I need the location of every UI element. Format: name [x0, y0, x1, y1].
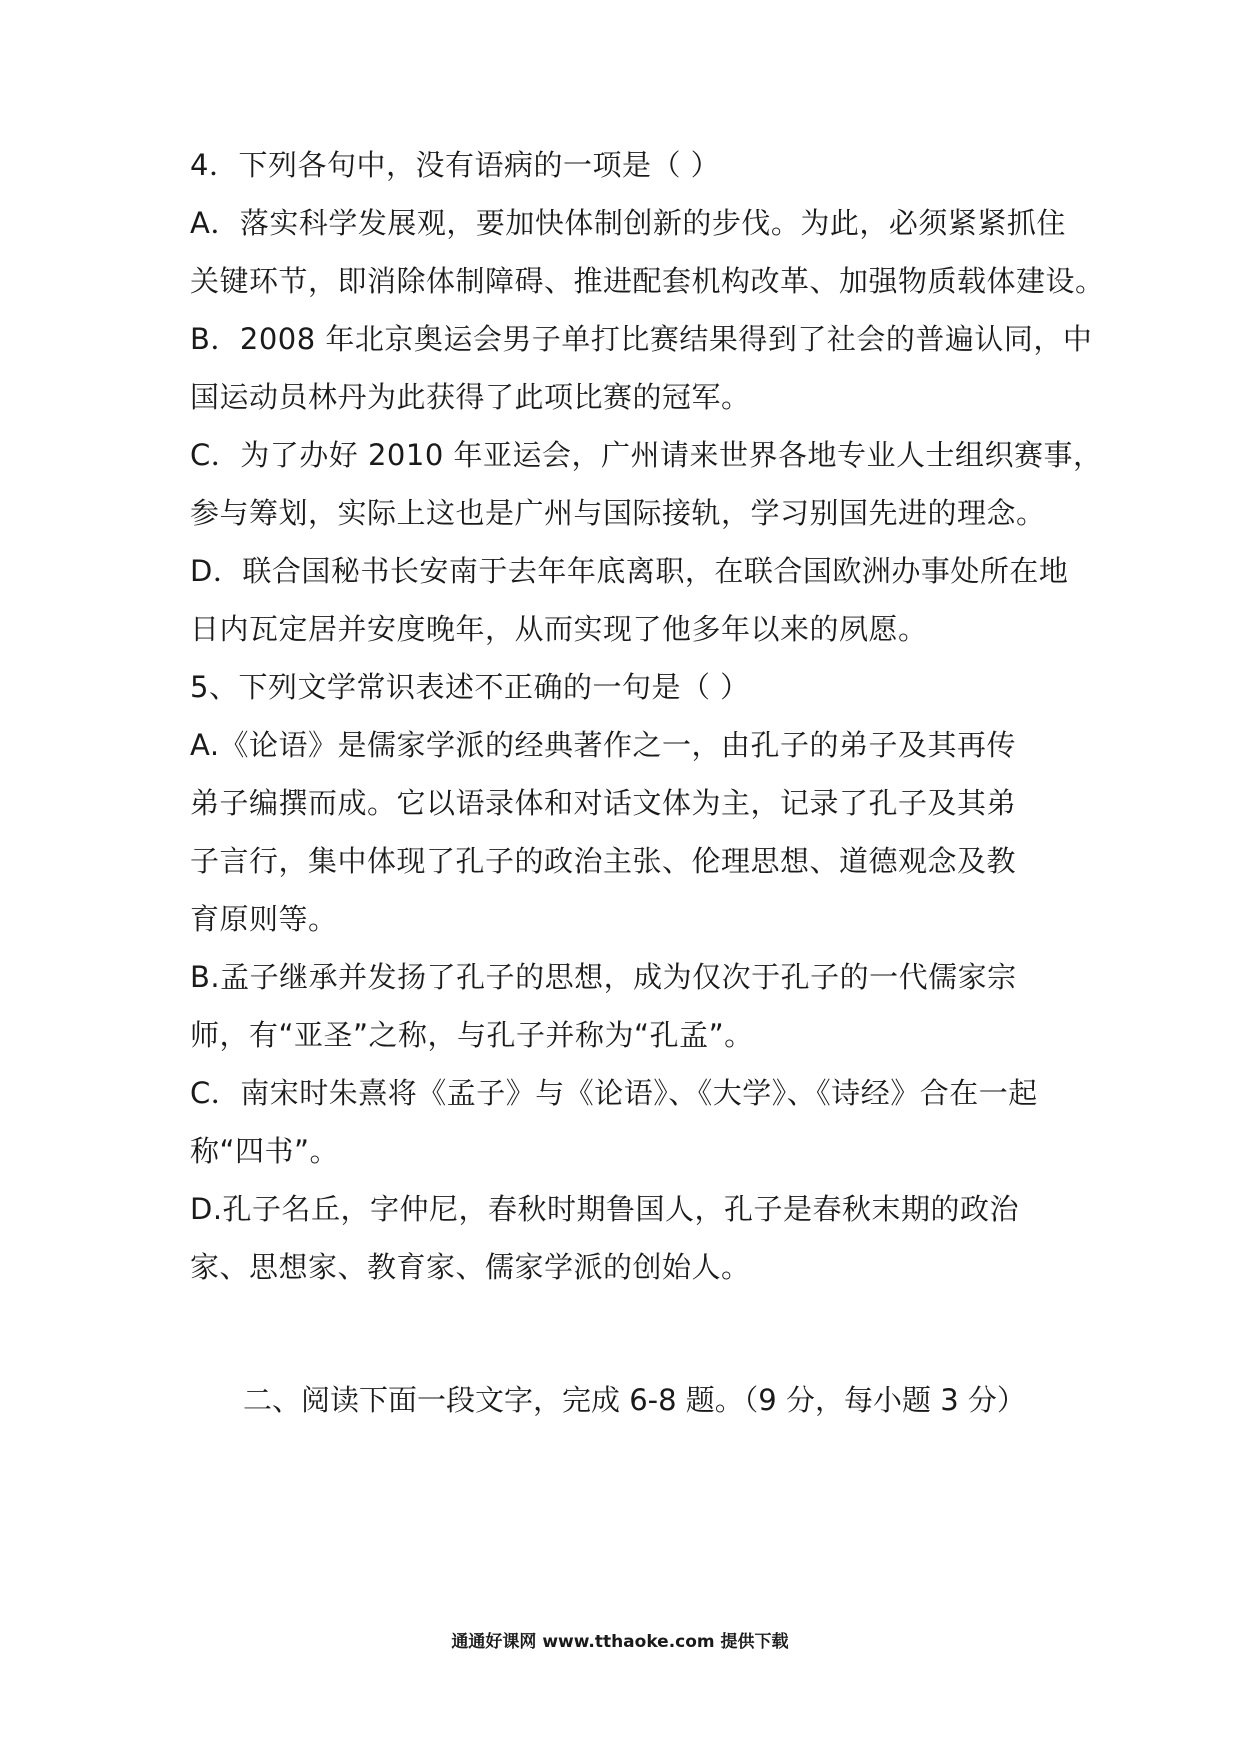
question-5-option-c-line-1: C．南宋时朱熹将《孟子》与《论语》、《大学》、《诗经》合在一起	[190, 1076, 1038, 1110]
question-5-option-a-line-4: 育原则等。	[190, 902, 338, 936]
question-4-option-c-line-2: 参与筹划，实际上这也是广州与国际接轨，学习别国先进的理念。	[190, 496, 1046, 530]
question-5-stem: 5、下列文学常识表述不正确的一句是（ ）	[190, 670, 750, 704]
question-4-option-a-line-1: A．落实科学发展观，要加快体制创新的步伐。为此，必须紧紧抓住	[190, 206, 1066, 240]
question-5-option-b-line-2: 师，有“亚圣”之称，与孔子并称为“孔孟”。	[190, 1018, 754, 1052]
question-5-option-a-line-3: 子言行，集中体现了孔子的政治主张、伦理思想、道德观念及教	[190, 844, 1017, 878]
question-4-option-b-line-1: B．2008 年北京奥运会男子单打比赛结果得到了社会的普遍认同，中	[190, 322, 1093, 356]
section-heading: 二、阅读下面一段文字，完成 6-8 题。（9 分，每小题 3 分）	[243, 1383, 1026, 1417]
question-5-option-d-line-1: D.孔子名丘，字仲尼，春秋时期鲁国人，孔子是春秋末期的政治	[190, 1192, 1020, 1226]
question-4-option-d-line-1: D．联合国秘书长安南于去年年底离职，在联合国欧洲办事处所在地	[190, 554, 1069, 588]
question-4-option-a-line-2: 关键环节，即消除体制障碍、推进配套机构改革、加强物质载体建设。	[190, 264, 1105, 298]
footer-watermark-text: 通通好课网 www.tthaoke.com 提供下载	[451, 1632, 789, 1652]
question-5-option-c-line-2: 称“四书”。	[190, 1134, 340, 1168]
question-4-option-b-line-2: 国运动员林丹为此获得了此项比赛的冠军。	[190, 380, 751, 414]
question-4-option-d-line-2: 日内瓦定居并安度晚年，从而实现了他多年以来的夙愿。	[190, 612, 928, 646]
question-4-option-c-line-1: C．为了办好 2010 年亚运会，广州请来世界各地专业人士组织赛事，	[190, 438, 1103, 472]
question-5-option-a-line-1: A.《论语》是儒家学派的经典著作之一，由孔子的弟子及其再传	[190, 728, 1017, 762]
question-5-option-a-line-2: 弟子编撰而成。它以语录体和对话文体为主，记录了孔子及其弟	[190, 786, 1017, 820]
question-5-option-b-line-1: B.孟子继承并发扬了孔子的思想，成为仅次于孔子的一代儒家宗	[190, 960, 1017, 994]
question-4-stem: 4．下列各句中，没有语病的一项是（ ）	[190, 148, 721, 182]
question-5-option-d-line-2: 家、思想家、教育家、儒家学派的创始人。	[190, 1250, 751, 1284]
